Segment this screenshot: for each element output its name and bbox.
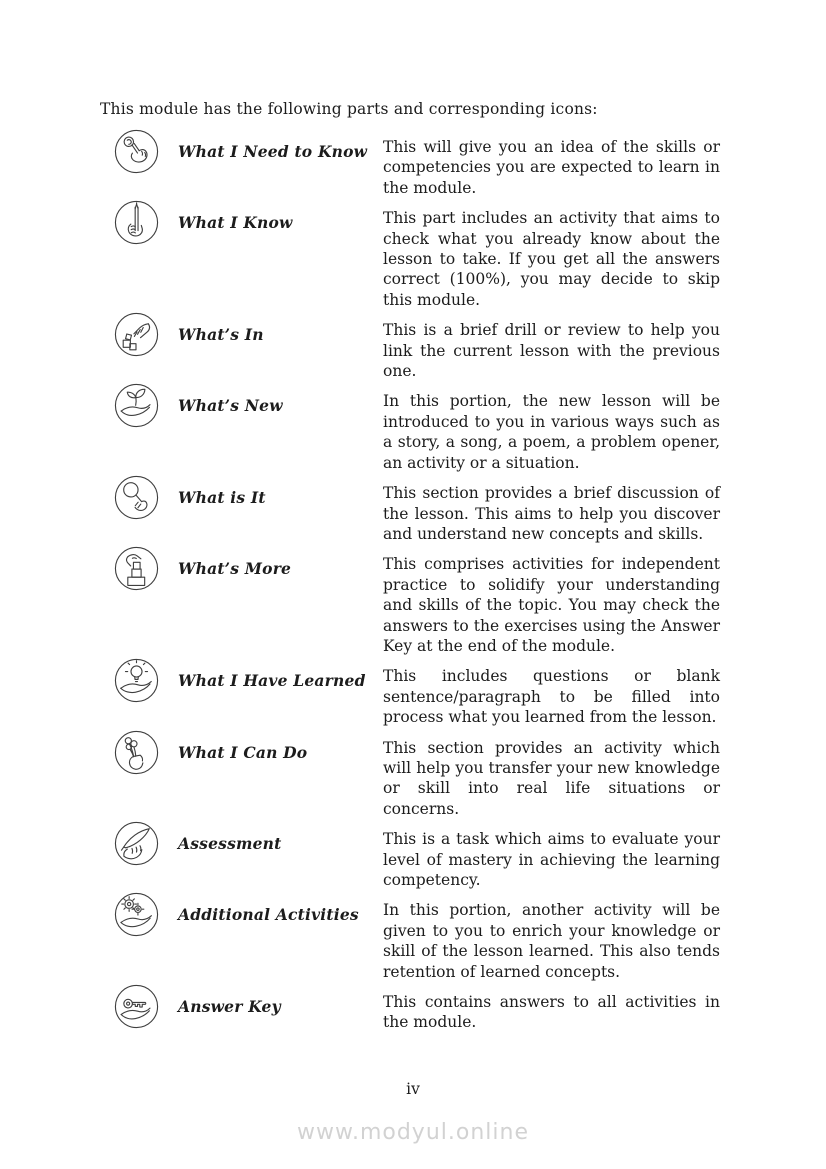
hand-holding-sprout-icon [100, 391, 178, 428]
row-label: What I Can Do [178, 742, 308, 762]
row-description: In this portion, the new lesson will be introduced to you in various ways such as a story, a song, a poem, a problem opener, an activity or a situation. [383, 392, 720, 472]
hand-press-button-icon [100, 137, 178, 174]
row-whats-in [100, 320, 722, 381]
row-description: This section provides a brief discussion of the lesson. This aims to help you discover and understand new concepts and skills. [383, 484, 720, 543]
row-description: This section provides an activity which will help you transfer your new knowledge or skill into real life situations or concerns. [383, 738, 720, 818]
row-label: What I Know [178, 213, 293, 233]
row-description: This is a task which aims to evaluate your level of mastery in achieving the learning competency. [383, 830, 720, 889]
hand-holding-pencil-icon [100, 208, 178, 245]
row-description: This comprises activities for independent practice to solidify your understanding and skills of the topic. You may check the answers to the exercises using the Answer Key at the end of the module. [383, 555, 720, 655]
watermark-text: www.modyul.online [297, 1120, 529, 1145]
row-label: What I Need to Know [178, 142, 368, 161]
magnifying-glass-icon [100, 483, 178, 520]
intro-text: This module has the following parts and corresponding icons: [100, 100, 598, 118]
hand-with-blocks-icon [100, 320, 178, 357]
row-description: This includes questions or blank sentence/paragraph to be filled into process what you learned from the lesson. [383, 667, 720, 727]
row-assessment [100, 829, 722, 890]
gears-over-hand-icon [100, 900, 178, 937]
row-label: What I Have Learned [178, 671, 366, 691]
quill-pen-in-hand-icon [100, 829, 178, 866]
row-description: This part includes an activity that aims to check what you already know about the lesson to take. If you get all the answers correct (100%), you may decide to skip this module. [383, 209, 720, 309]
row-label: What is It [178, 488, 266, 508]
row-description: This will give you an idea of the skills or competencies you are expected to learn in the module. [383, 138, 720, 197]
row-label: Additional Activities [178, 905, 359, 925]
row-label: Answer Key [178, 997, 281, 1017]
row-description: This is a brief drill or review to help you link the current lesson with the previous one. [383, 321, 720, 381]
icon-rows [100, 137, 722, 1033]
row-what-i-need-to-know [100, 137, 722, 198]
row-whats-new [100, 391, 722, 473]
row-answer-key [100, 992, 722, 1033]
key-over-hand-icon [100, 992, 178, 1029]
row-description: In this portion, another activity will be given to you to enrich your knowledge or skill of the lesson learned. This also tends retention of learned concepts. [383, 901, 720, 981]
row-label: Assessment [178, 834, 282, 854]
page-number: iv [406, 1080, 420, 1098]
row-additional-activities [100, 900, 722, 982]
row-label: What’s In [178, 325, 264, 345]
page-content [100, 100, 722, 1043]
row-what-i-have-learned [100, 666, 722, 727]
hand-stacking-blocks-icon [100, 554, 178, 591]
row-what-i-can-do [100, 738, 722, 820]
row-whats-more [100, 554, 722, 656]
row-what-i-know [100, 208, 722, 310]
lightbulb-over-hand-icon [100, 666, 178, 703]
row-label: What’s More [178, 559, 292, 579]
row-description: This contains answers to all activities in the module. [383, 993, 720, 1032]
row-what-is-it [100, 483, 722, 544]
hand-holding-flowers-icon [100, 738, 178, 775]
row-label: What’s New [178, 396, 283, 416]
